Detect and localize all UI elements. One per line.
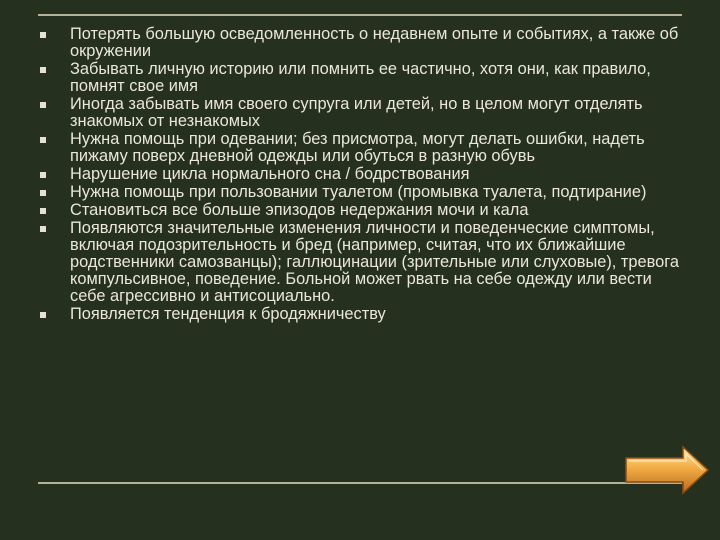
bullet-text: Иногда забывать имя своего супруга или детей, но в целом могут отделять знакомых от незнакомых [70,95,643,130]
square-bullet-icon [40,32,46,38]
bullet-item [40,26,690,60]
next-slide-button[interactable] [623,444,711,496]
top-divider [38,14,682,16]
bullet-text: Нужна помощь при пользовании туалетом (промывка туалета, подтирание) [70,183,647,201]
bottom-divider [38,482,682,484]
square-bullet-icon [40,208,46,214]
bullet-text: Нужна помощь при одевании; без присмотра, могут делать ошибки, надеть пижаму поверх дневной одежды или обуться в разную обувь [70,130,645,165]
square-bullet-icon [40,172,46,178]
square-bullet-icon [40,137,46,143]
square-bullet-icon [40,190,46,196]
square-bullet-icon [40,67,46,73]
bullet-text: Нарушение цикла нормального сна / бодрствования [70,165,470,183]
bullet-item [40,202,690,219]
square-bullet-icon [40,226,46,232]
bullet-text: Появляется тенденция к бродяжничеству [70,305,386,323]
bullet-item [40,166,690,183]
bullet-item [40,61,690,95]
square-bullet-icon [40,312,46,318]
bullet-item [40,220,690,305]
bullet-text: Забывать личную историю или помнить ее частично, хотя они, как правило, помнят свое имя [70,60,651,95]
bullet-item [40,184,690,201]
bullet-item [40,306,690,323]
bullet-text: Появляются значительные изменения личности и поведенческие симптомы, включая подозрительность и бред (например, считая, что их ближайшие родственники самозванцы); галлюцинации (зрительные или слуховые), тревога компульсивное, поведение. Больной может рвать на себе одежду или вести себе агрессивно и антисоциально. [70,219,680,305]
bullet-text: Становиться все больше эпизодов недержания мочи и кала [70,201,529,219]
bullet-list [40,26,690,324]
bullet-text: Потерять большую осведомленность о недавнем опыте и событиях, а также об окружении [70,25,679,60]
square-bullet-icon [40,102,46,108]
bullet-item [40,96,690,130]
bullet-item [40,131,690,165]
right-arrow-icon [623,444,711,496]
